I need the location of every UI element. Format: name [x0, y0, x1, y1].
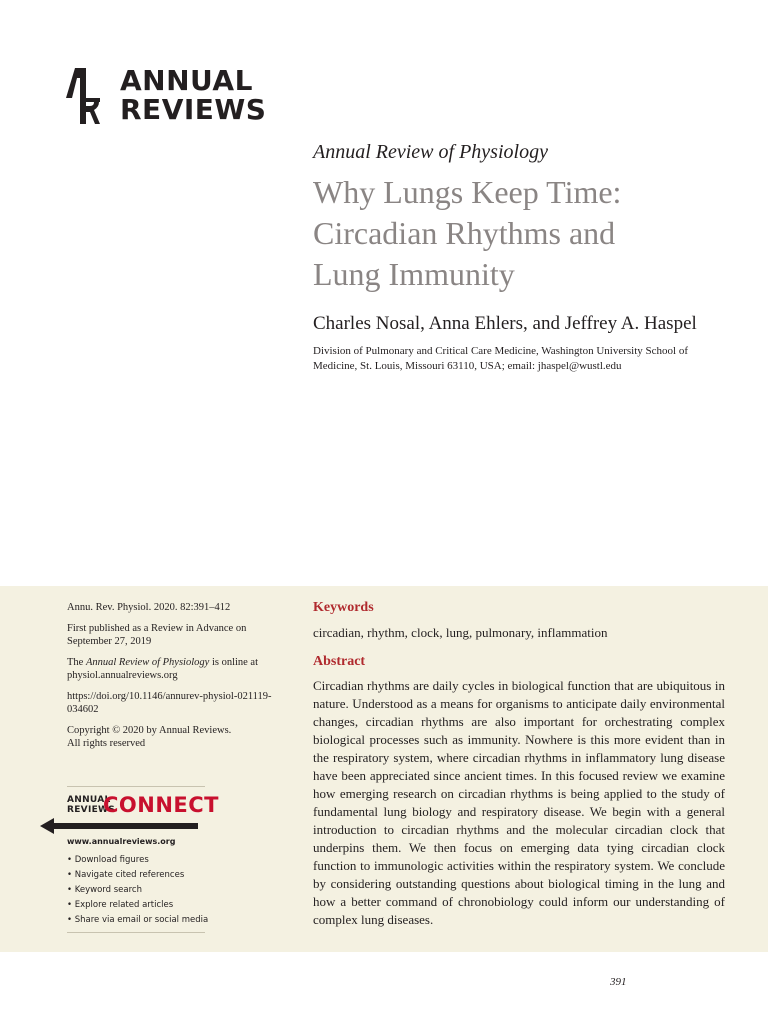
ar-monogram-icon	[66, 68, 100, 124]
abstract-heading: Abstract	[313, 654, 366, 669]
connect-small-line-2: REVIEWS	[67, 805, 116, 815]
list-item: • Keyword search	[67, 885, 142, 895]
annual-reviews-connect-box[interactable]	[40, 793, 219, 933]
keywords-text: circadian, rhythm, clock, lung, pulmonary, inflammation	[313, 625, 608, 640]
logo-line-1: ANNUAL	[120, 64, 253, 97]
online-prefix: The	[67, 656, 86, 668]
article-info-sidebar	[67, 601, 287, 758]
title-line-3: Lung Immunity	[313, 256, 515, 292]
page-number: 391	[610, 976, 627, 988]
journal-name: Annual Review of Physiology	[313, 141, 548, 163]
abstract-text: Circadian rhythms are daily cycles in biological function that are ubiquitous in nature. Understood as a means for organisms to anticipate daily environmental changes, circadian rhythms are also important for orchestrating complex biological processes such as immunity. Nowhere is this more evident than in the respiratory system, where circadian rhythms in inflammatory lung disease have been appreciated since ancient times. In this focused review we examine how emerging research on circadian rhythms is being applied to the study of fundamental lung biology and respiratory disease. We begin with a general introduction to circadian rhythms and the molecular circadian clock that underpins them. We then focus on emerging data tying circadian clock function to immunologic activities within the respiratory system. We conclude by considering outstanding questions about biological timing in the lung and how a better command of chronobiology could inform our understanding of complex lung diseases.	[313, 678, 725, 927]
connect-feature-list	[67, 853, 208, 928]
author-list: Charles Nosal, Anna Ehlers, and Jeffrey A. Haspel	[313, 313, 697, 334]
abstract-section	[313, 600, 725, 929]
connect-small-line-1: ANNUAL	[67, 795, 111, 805]
connect-top-divider	[67, 786, 205, 787]
article-title	[313, 172, 733, 295]
annual-reviews-logo	[66, 66, 266, 126]
list-item: • Explore related articles	[67, 900, 174, 910]
copyright-line: Copyright © 2020 by Annual Reviews.	[67, 724, 232, 736]
title-line-1: Why Lungs Keep Time:	[313, 174, 622, 210]
title-line-2: Circadian Rhythms and	[313, 215, 616, 251]
list-item: • Share via email or social media	[67, 915, 209, 925]
copyright	[67, 724, 287, 751]
online-journal: Annual Review of Physiology	[85, 656, 210, 668]
doi-link[interactable]: https://doi.org/10.1146/annurev-physiol-021119-034602	[67, 690, 272, 715]
online-note	[67, 656, 287, 683]
list-item: • Navigate cited references	[67, 870, 185, 880]
connect-bottom-divider	[67, 932, 205, 933]
keywords-heading: Keywords	[313, 600, 374, 615]
online-suffix: is online at physiol.annualreviews.org	[67, 656, 259, 681]
citation: Annu. Rev. Physiol. 2020. 82:391–412	[67, 602, 231, 613]
rights-line: All rights reserved	[67, 738, 146, 749]
affiliation: Division of Pulmonary and Critical Care Medicine, Washington University School of Medicine, St. Louis, Missouri 63110, USA; email: jhaspel@wustl.edu	[313, 345, 688, 372]
connect-url[interactable]: www.annualreviews.org	[67, 837, 176, 846]
connect-wordmark: CONNECT	[103, 793, 219, 817]
list-item: • Download figures	[67, 855, 149, 865]
logo-wordmark	[120, 66, 266, 124]
left-arrow-icon	[40, 818, 200, 834]
logo-line-2: REVIEWS	[120, 93, 267, 126]
published-date: First published as a Review in Advance on September 27, 2019	[67, 622, 247, 647]
